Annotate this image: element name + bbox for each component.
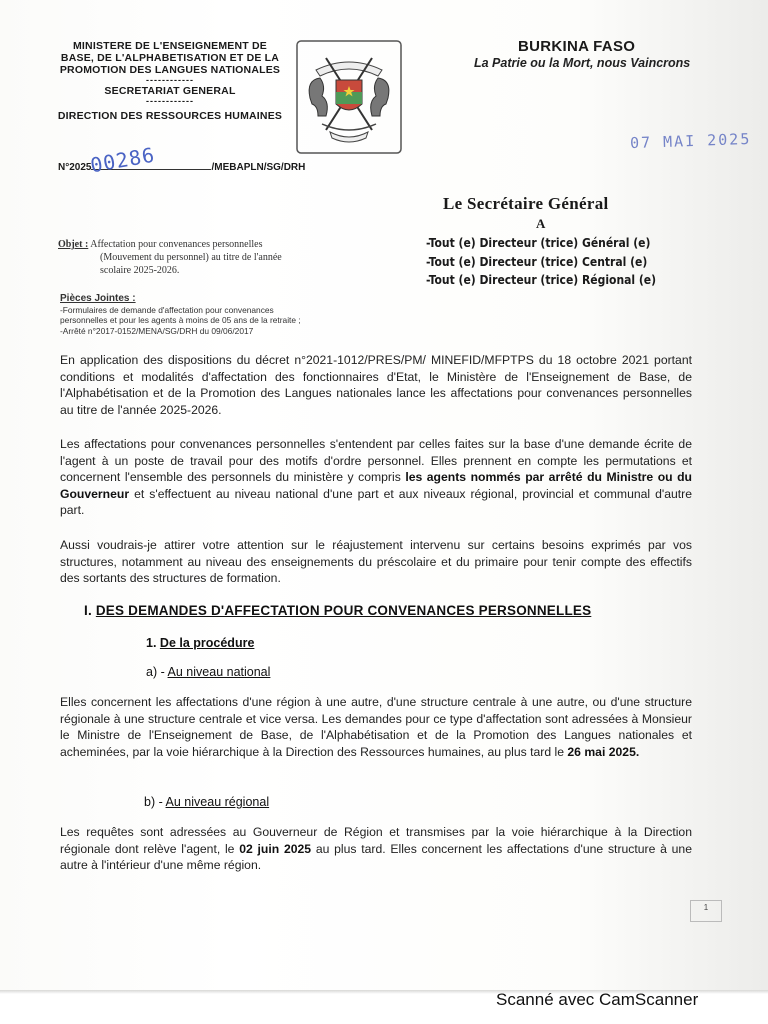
item-title: Au niveau régional <box>165 795 270 809</box>
country-name: BURKINA FASO <box>518 38 636 55</box>
subject-text: scolaire 2025-2026. <box>100 265 180 276</box>
paragraph <box>60 824 692 874</box>
paragraph-text: au plus tard. Elles concernent les affectations d'une structure à une autre à l'intérieur d'une même région. <box>60 841 692 873</box>
date-stamp: 07 MAI 2025 <box>629 129 752 153</box>
subject-text: (Mouvement du personnel) au titre de l'année <box>100 252 282 263</box>
ref-suffix: /MEBAPLN/SG/DRH <box>211 162 306 173</box>
handwritten-ref-number: 00286 <box>88 142 157 178</box>
ref-prefix: N°2025 <box>58 162 92 173</box>
paragraph: En application des dispositions du décret n°2021-1012/PRES/PM/ MINEFID/MFPTPS du 18 octobre 2021 portant conditions et modalités d'affectation des fonctionnaires d'Etat, le Ministère de l'Enseignement de Base, de l'Alphabétisation et de la Promotion des Langues nationales lance les affectations pour convenances personnelles au titre de l'année 2025-2026. <box>60 353 692 417</box>
item-label: a) - <box>146 665 165 679</box>
level-heading-regional <box>144 795 269 809</box>
ministry-line: PROMOTION DES LANGUES NATIONALES <box>59 64 281 76</box>
separator: ------------ <box>146 75 194 85</box>
ministry-line: BASE, DE L'ALPHABETISATION ET DE LA <box>60 52 280 64</box>
subsection-number: 1. <box>146 636 157 650</box>
deadline-date: 26 mai 2025. <box>567 744 640 759</box>
attachment-item: -Formulaires de demande d'affectation pour convenances <box>60 304 274 315</box>
paragraph-text: et s'effectuent au niveau national d'une part et aux niveaux régional, provincial et communal d'autre part. <box>60 486 692 518</box>
subject-label: Objet : <box>58 239 89 250</box>
item-title: Au niveau national <box>167 665 271 679</box>
ministry-header <box>40 40 300 122</box>
subject-text: Affectation pour convenances personnelles <box>90 239 263 250</box>
paragraph <box>60 694 692 760</box>
attachments-label: Pièces Jointes : <box>60 293 136 304</box>
paragraph: Aussi voudrais-je attirer votre attention sur le réajustement intervenu sur certains besoins exprimés par vos structures, notamment au niveau des enseignements du préscolaire et du primaire pour tenir compte des effectifs des sortants des structures de formation. <box>60 538 692 586</box>
subsection-heading <box>146 636 254 650</box>
recipient-line: -Tout (e) Directeur (trice) Régional (e) <box>426 273 657 287</box>
deadline-date: 02 juin 2025 <box>239 841 312 856</box>
paragraph-text: Les requêtes sont adressées au Gouverneur de Région et transmises par la voie hiérarchique à la Direction régionale dont relève l'agent, le <box>60 825 692 856</box>
national-motto: La Patrie ou la Mort, nous Vaincrons <box>474 56 691 70</box>
paragraph-text: Les affectations pour convenances personnelles s'entendent par celles faites sur la base d'une demande écrite de l'agent à un poste de travail pour des motifs d'ordre personnel. Elles prennent en compte les permutations et concernent l'ensemble des personnels du ministère y compris <box>60 437 692 485</box>
attachment-item: personnelles et pour les agents à moins de 05 ans de la retraite ; <box>60 315 301 325</box>
paragraph-text: Elles concernent les affectations d'une région à une autre, d'une structure centrale à une autre, ou d'une structure régionale à une structure centrale et vice versa. Les demandes pour ce type d'affectation sont adressées à Monsieur le Ministre de l'Enseignement de Base, de l'Alphabétisation et de la Promotion des Langues nationales et acheminées, par la voie hiérarchique à la Direction des Ressources humaines, au plus tard le <box>60 695 692 759</box>
paragraph <box>60 436 692 519</box>
paragraph-emphasis: les agents nommés par arrêté du Ministre ou du Gouverneur <box>60 470 692 501</box>
direction-label: DIRECTION DES RESSOURCES HUMAINES <box>57 110 283 122</box>
recipient-line: -Tout (e) Directeur (trice) Général (e) <box>426 236 651 250</box>
item-label: b) - <box>144 795 163 809</box>
ministry-line: MINISTERE DE L'ENSEIGNEMENT DE <box>72 40 267 52</box>
section-number: I. <box>84 603 92 618</box>
addressee-a: A <box>536 216 546 231</box>
separator: ------------ <box>146 96 194 106</box>
scanner-watermark: Scanné avec CamScanner <box>496 990 699 1009</box>
attachments-block <box>60 294 360 336</box>
section-title: DES DEMANDES D'AFFECTATION POUR CONVENANCES PERSONNELLES <box>95 603 592 618</box>
level-heading-national <box>146 665 270 679</box>
attachment-item: -Arrêté n°2017-0152/MENA/SG/DRH du 09/06/2017 <box>60 325 254 336</box>
sender-title: Le Secrétaire Général <box>443 194 609 213</box>
subsection-title: De la procédure <box>159 636 255 650</box>
secretariat-label: SECRETARIAT GENERAL <box>104 85 236 97</box>
recipient-line: -Tout (e) Directeur (trice) Central (e) <box>426 255 648 269</box>
page-number: 1 <box>690 900 722 922</box>
subject-block <box>58 238 328 277</box>
section-heading <box>84 603 591 618</box>
coat-of-arms-icon <box>296 40 402 154</box>
